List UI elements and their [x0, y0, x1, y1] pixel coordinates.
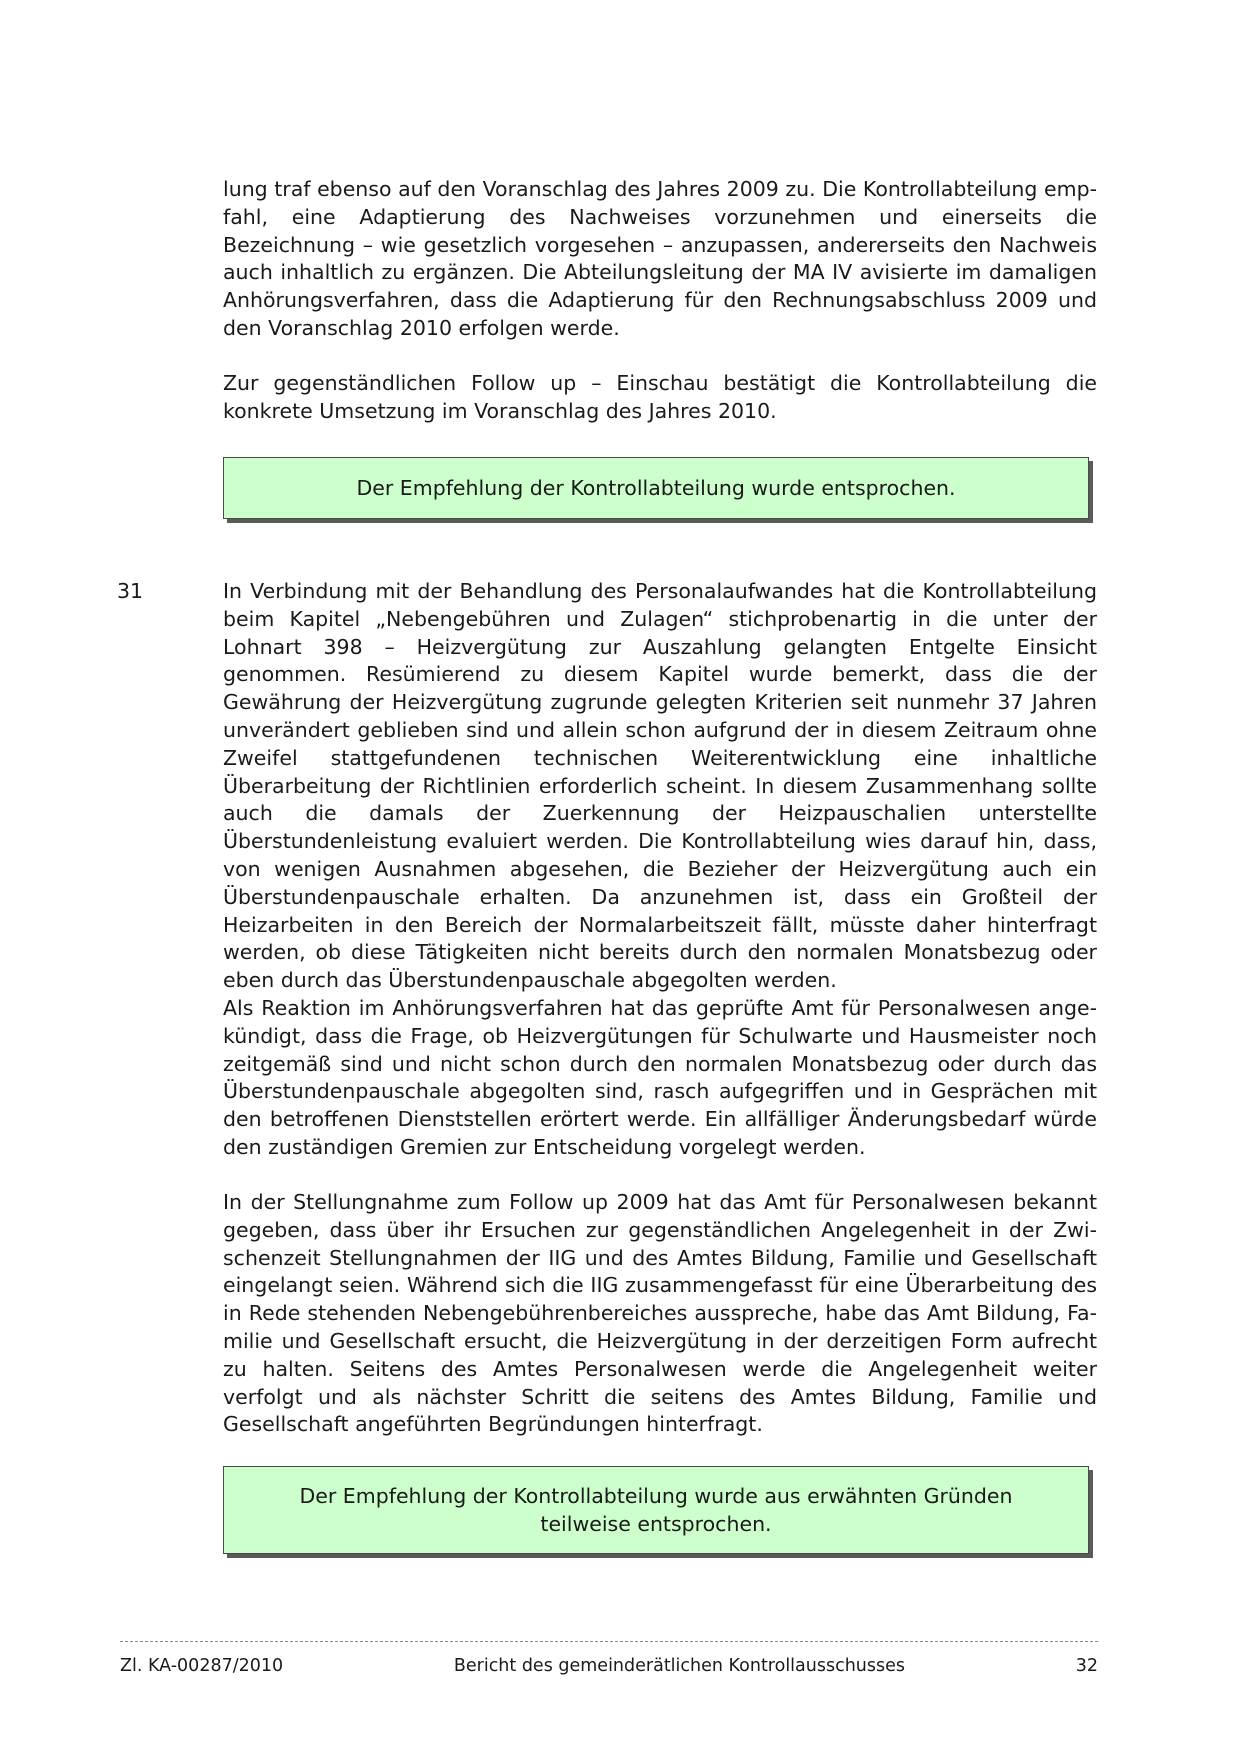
recommendation-box-fulfilled [223, 457, 1089, 519]
paragraph-adaptierung [223, 176, 1097, 343]
footer-title: Bericht des gemeinderätlichen Kontrollausschusses [453, 1656, 906, 1676]
paragraph-anhoerungsverfahren [223, 995, 1097, 1162]
footer-divider [120, 1641, 1098, 1642]
footer-reference: Zl. KA-00287/2010 [120, 1656, 284, 1676]
paragraph-text: Als Reaktion im Anhörungsverfahren hat das geprüfte Amt für Personalwesen angekündigt, dass die Frage, ob Heizvergütungen für Schulwarte und Hausmeister noch zeitgemäß sind und nicht schon durch den normalen Monatsbezug oder durch das Überstundenpauschale abgegolten sind, rasch aufgegriffen und in Gesprächen mit den betroffenen Dienststellen erörtert werde. Ein allfälliger Änderungsbedarf würde den zuständigen Gremien zur Entscheidung vorgelegt werden. [223, 996, 1097, 1159]
page-footer [120, 1655, 1098, 1677]
paragraph-text: Zur gegenständlichen Follow up – Einschau bestätigt die Kontrollabteilung die konkrete Umsetzung im Voranschlag des Jahres 2010. [223, 371, 1097, 423]
paragraph-heizverguetung [223, 578, 1097, 995]
paragraph-text: In Verbindung mit der Behandlung des Personalaufwandes hat die Kontrollabteilung beim Kapitel „Nebengebühren und Zulagen“ stichprobenartig in die unter der Lohnart 398 – Heizvergütung zur Auszahlung gelangten Entgelte Einsicht genommen. Resümierend zu diesem Kapitel wurde bemerkt, dass die der Gewährung der Heizvergütung zugrunde gelegten Kriterien seit nunmehr 37 Jahren unverändert geblieben sind und allein schon aufgrund der in diesem Zeitraum ohne Zweifel stattgefundenen technischen Weiterentwicklung eine inhaltliche Überarbeitung der Richtlinien erforderlich scheint. In diesem Zusammenhang sollte auch die damals der Zuerkennung der Heizpauschalien unterstellte Überstundenleistung evaluiert werden. Die Kontrollabteilung wies darauf hin, dass, von wenigen Ausnahmen abgesehen, die Bezieher der Heizvergütung auch ein Überstundenpauschale erhalten. Da anzunehmen ist, dass ein Großteil der Heizarbeiten in den Bereich der Normalarbeitszeit fällt, müsste daher hinterfragt werden, ob diese Tätigkeiten nicht bereits durch den normalen Monatsbezug oder eben durch das Überstundenpauschale abgegolten werden. [223, 579, 1097, 993]
section-number: 31 [117, 579, 144, 603]
recommendation-text-line-1: Der Empfehlung der Kontrollabteilung wurde aus erwähnten Gründen [299, 1484, 1013, 1508]
paragraph-text: lung traf ebenso auf den Voranschlag des Jahres 2009 zu. Die Kontrollabteilung empfahl, eine Adaptierung des Nachweises vorzunehmen und einerseits die Bezeichnung – wie gesetzlich vorgesehen – anzupassen, andererseits den Nachweis auch inhaltlich zu ergänzen. Die Abteilungsleitung der MA IV avisierte im damaligen Anhörungsverfahren, dass die Adaptierung für den Rechnungsabschluss 2009 und den Voranschlag 2010 erfolgen werde. [223, 177, 1097, 340]
recommendation-box-partial [223, 1466, 1089, 1554]
footer-page-number: 32 [1075, 1656, 1098, 1676]
paragraph-stellungnahme [223, 1189, 1097, 1439]
recommendation-text-line-2: teilweise entsprochen. [540, 1512, 772, 1536]
paragraph-follow-up [223, 370, 1097, 426]
recommendation-text: Der Empfehlung der Kontrollabteilung wurde entsprochen. [356, 476, 956, 500]
paragraph-text: In der Stellungnahme zum Follow up 2009 hat das Amt für Personalwesen bekannt gegeben, dass über ihr Ersuchen zur gegenständlichen Angelegenheit in der Zwischenzeit Stellungnahmen der IIG und des Amtes Bildung, Familie und Gesellschaft eingelangt seien. Während sich die IIG zusammengefasst für eine Überarbeitung des in Rede stehenden Nebengebührenbereiches ausspreche, habe das Amt Bildung, Familie und Gesellschaft ersucht, die Heizvergütung in der derzeitigen Form aufrecht zu halten. Seitens des Amtes Personalwesen werde die Angelegenheit weiter verfolgt und als nächster Schritt die seitens des Amtes Bildung, Familie und Gesellschaft angeführten Begründungen hinterfragt. [223, 1190, 1097, 1437]
